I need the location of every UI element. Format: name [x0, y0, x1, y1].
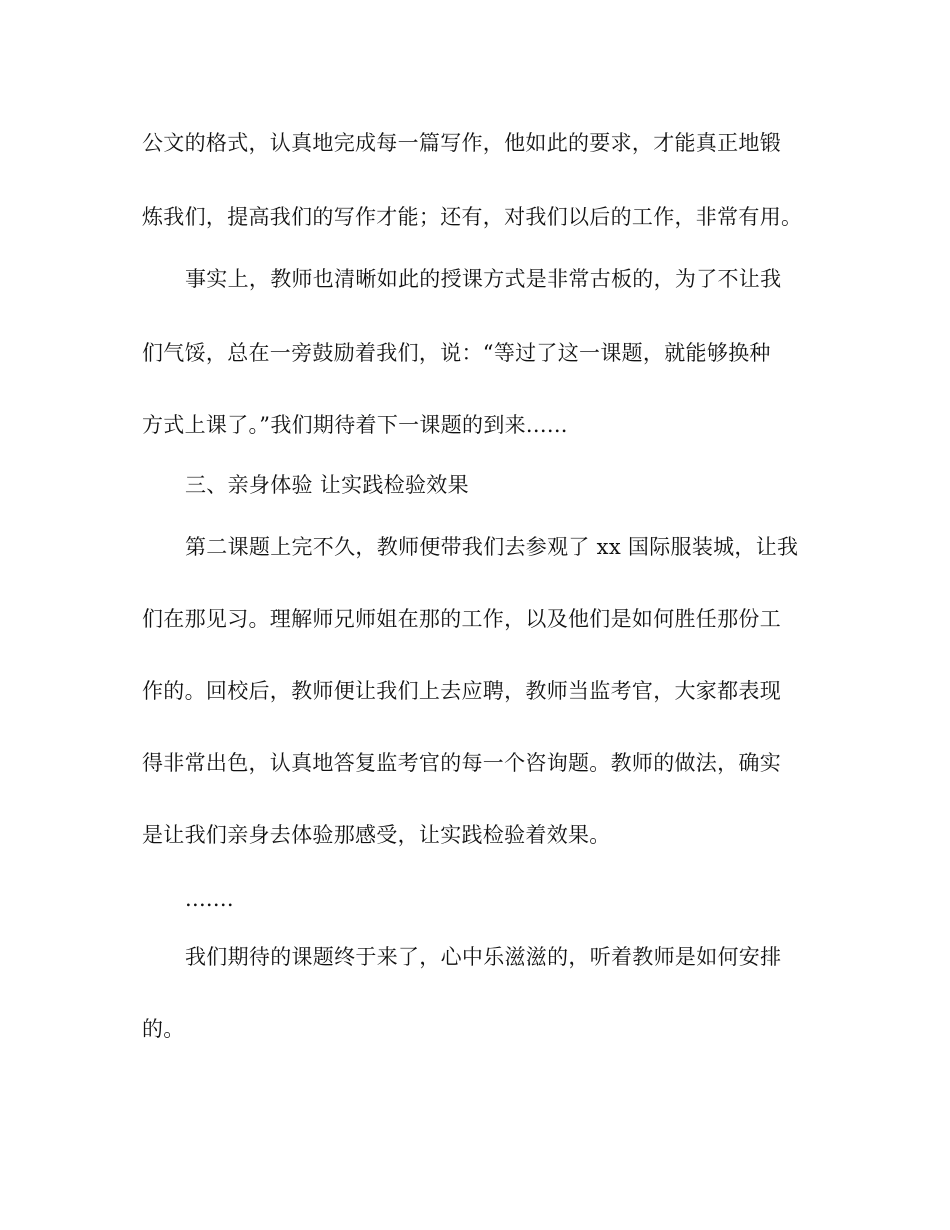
- ellipsis-line: .......: [185, 887, 234, 911]
- paragraph-line: 的。: [142, 1017, 185, 1041]
- paragraph-line: 我们期待的课题终于来了，心中乐滋滋的，听着教师是如何安排: [185, 945, 782, 969]
- paragraph-line: 是让我们亲身去体验那感受，让实践检验着效果。: [142, 823, 611, 847]
- paragraph-line: 事实上，教师也清晰如此的授课方式是非常古板的，为了不让我: [185, 267, 782, 291]
- paragraph-line: 作的。回校后，教师便让我们上去应聘，教师当监考官，大家都表现: [142, 679, 781, 703]
- paragraph-line: 得非常出色，认真地答复监考官的每一个咨询题。教师的做法，确实: [142, 751, 781, 775]
- paragraph-line: 方式上课了。”我们期待着下一课题的到来......: [142, 413, 568, 437]
- section-heading: 三、亲身体验 让实践检验效果: [185, 473, 469, 497]
- paragraph-line: 第二课题上完不久，教师便带我们去参观了 xx 国际服装城，让我: [185, 535, 799, 559]
- paragraph-line: 们在那见习。理解师兄师姐在那的工作，以及他们是如何胜任那份工: [142, 607, 781, 631]
- paragraph-line: 们气馁，总在一旁鼓励着我们，说：“等过了这一课题，就能够换种: [142, 341, 771, 365]
- paragraph-line: 公文的格式，认真地完成每一篇写作，他如此的要求，才能真正地锻: [142, 131, 781, 155]
- paragraph-line: 炼我们，提高我们的写作才能；还有，对我们以后的工作，非常有用。: [142, 205, 803, 229]
